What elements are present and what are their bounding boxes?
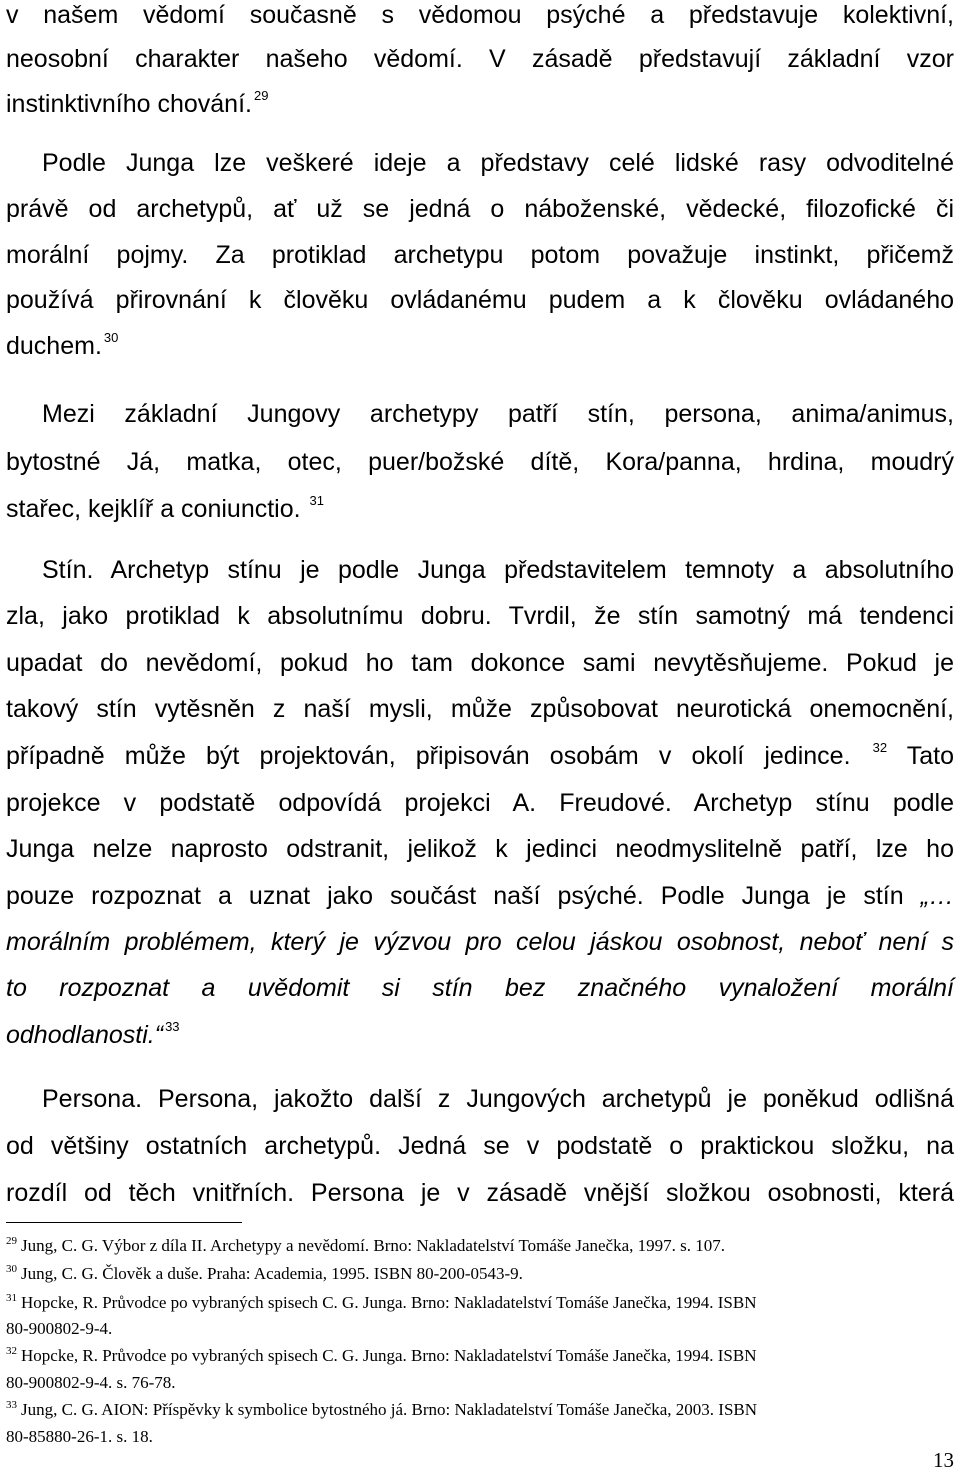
text-line	[6, 194, 954, 224]
text-line	[6, 44, 954, 74]
footnote	[6, 1372, 954, 1394]
text-line	[6, 973, 954, 1003]
text-span: takový stín vytěsněn z naší mysli, může způsobovat neurotická onemocnění,	[6, 695, 954, 723]
text-line	[6, 694, 954, 724]
text-line	[6, 834, 954, 864]
text-span: morální pojmy. Za protiklad archetypu potom považuje instinkt, přičemž	[6, 241, 954, 269]
text-line	[6, 1178, 954, 1208]
text-line	[42, 1084, 954, 1114]
footnote	[6, 1426, 954, 1448]
text-line	[6, 927, 954, 957]
text-line	[6, 494, 954, 524]
text-span: „…	[920, 882, 954, 910]
text-line	[6, 741, 954, 771]
footnote-ref[interactable]: 31	[309, 493, 324, 508]
footnote-number: 29	[6, 1235, 17, 1247]
text-line	[42, 399, 954, 429]
text-span: rozdíl od těch vnitřních. Persona je v zásadě vnější složkou osobnosti, která	[6, 1179, 954, 1207]
footnote-text: Hopcke, R. Průvodce po vybraných spisech C. G. Junga. Brno: Nakladatelství Tomáše Janečka, 1994. ISBN	[21, 1293, 757, 1312]
footnote-number: 30	[6, 1263, 17, 1275]
text-line	[6, 1131, 954, 1161]
text-span: duchem.	[6, 332, 102, 360]
text-span: v našem vědomí současně s vědomou psýché a představuje kolektivní,	[6, 1, 954, 29]
text-span: to rozpoznat a uvědomit si stín bez značného vynaložení morální	[6, 974, 954, 1002]
text-span: právě od archetypů, ať už se jedná o náboženské, vědecké, filozofické či	[6, 195, 954, 223]
text-line	[6, 285, 954, 315]
footnote-text: 80-900802-9-4.	[6, 1319, 113, 1338]
footnote-number: 33	[6, 1399, 17, 1411]
text-span: odhodlanosti.“	[6, 1021, 164, 1049]
text-span: Junga nelze naprosto odstranit, jelikož k jedinci neodmyslitelně patří, lze ho	[6, 835, 954, 863]
text-line	[42, 555, 954, 585]
footnote	[6, 1318, 954, 1340]
footnote-ref[interactable]: 29	[253, 88, 269, 103]
footnote-ref[interactable]: 30	[103, 330, 119, 345]
text-span: Persona. Persona, jakožto další z Jungových archetypů je poněkud odlišná	[42, 1085, 954, 1113]
text-span: projekce v podstatě odpovídá projekci A. Freudové. Archetyp stínu podle	[6, 789, 954, 817]
footnote-text: 80-900802-9-4. s. 76-78.	[6, 1373, 176, 1392]
text-line	[6, 881, 954, 911]
footnote-number: 32	[6, 1345, 17, 1357]
page-number: 13	[933, 1448, 954, 1472]
footnote	[6, 1345, 954, 1367]
footnote	[6, 1292, 954, 1314]
text-span: bytostné Já, matka, otec, puer/božské dítě, Kora/panna, hrdina, moudrý	[6, 448, 954, 476]
text-span: morálním problémem, který je výzvou pro celou jáskou osobnost, neboť není s	[6, 928, 954, 956]
footnote-ref[interactable]: 32	[872, 740, 888, 755]
text-line	[6, 601, 954, 631]
footnote-text: Jung, C. G. Výbor z díla II. Archetypy a nevědomí. Brno: Nakladatelství Tomáše Janečka, 1997. s. 107.	[21, 1236, 726, 1255]
footnote-ref[interactable]: 33	[165, 1019, 180, 1034]
footnote-text: 80-85880-26-1. s. 18.	[6, 1427, 153, 1446]
text-span: používá přirovnání k člověku ovládanému pudem a k člověku ovládaného	[6, 286, 954, 314]
footnote	[6, 1263, 954, 1285]
text-line	[6, 788, 954, 818]
text-span: pouze rozpoznat a uznat jako součást naší psýché. Podle Junga je stín	[6, 882, 921, 910]
text-span: případně může být projektován, připisován osobám v okolí jedince.	[6, 742, 871, 770]
text-line	[6, 0, 954, 30]
text-line	[6, 648, 954, 678]
text-span: neosobní charakter našeho vědomí. V zásadě představují základní vzor	[6, 45, 954, 73]
text-span: Mezi základní Jungovy archetypy patří stín, persona, anima/animus,	[42, 400, 954, 428]
footnote-text: Hopcke, R. Průvodce po vybraných spisech C. G. Junga. Brno: Nakladatelství Tomáše Janečka, 1994. ISBN	[21, 1346, 757, 1365]
text-span: Podle Junga lze veškeré ideje a představy celé lidské rasy odvoditelné	[42, 149, 954, 177]
text-line	[6, 447, 954, 477]
footnote	[6, 1235, 954, 1257]
text-span: instinktivního chování.	[6, 90, 252, 118]
text-span: Tato	[887, 742, 954, 770]
footnote-number: 31	[6, 1292, 17, 1304]
text-span: Stín. Archetyp stínu je podle Junga představitelem temnoty a absolutního	[42, 556, 954, 584]
text-line	[6, 240, 954, 270]
footnote	[6, 1399, 954, 1421]
text-line	[6, 89, 954, 119]
text-span: upadat do nevědomí, pokud ho tam dokonce sami nevytěsňujeme. Pokud je	[6, 649, 954, 677]
text-line	[6, 1020, 954, 1050]
text-line	[42, 148, 954, 178]
footnote-separator	[6, 1222, 242, 1223]
footnote-text: Jung, C. G. AION: Příspěvky k symbolice bytostného já. Brno: Nakladatelství Tomáše Janečka, 2003. ISBN	[21, 1400, 758, 1419]
text-span: zla, jako protiklad k absolutnímu dobru. Tvrdil, že stín samotný má tendenci	[6, 602, 954, 630]
footnote-text: Jung, C. G. Člověk a duše. Praha: Academia, 1995. ISBN 80-200-0543-9.	[21, 1264, 523, 1283]
text-line	[6, 331, 954, 361]
text-span: stařec, kejklíř a coniunctio.	[6, 495, 308, 523]
text-span: od většiny ostatních archetypů. Jedná se v podstatě o praktickou složku, na	[6, 1132, 954, 1160]
